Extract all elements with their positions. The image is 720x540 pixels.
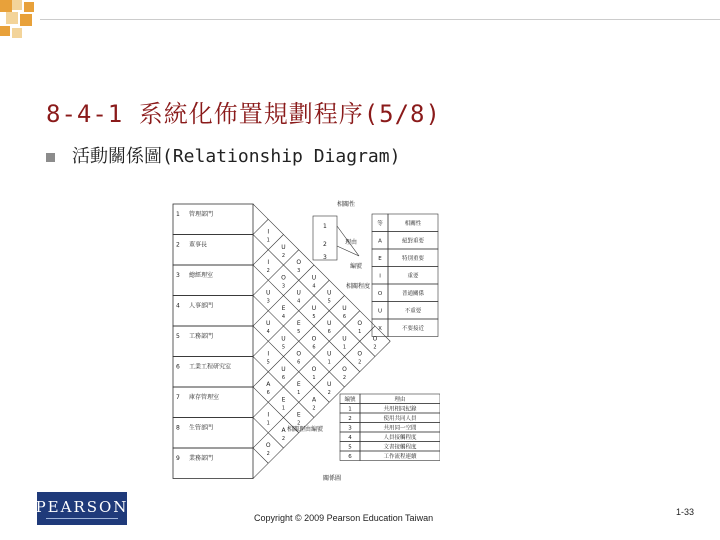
reason-code: 3 [266, 298, 270, 305]
reason-legend-code: 4 [348, 434, 352, 441]
relationship-code: I [267, 228, 270, 236]
reason-code: 1 [297, 390, 301, 396]
rating-legend-code: A [378, 238, 382, 245]
rating-legend-code: X [378, 325, 382, 332]
department-name: 管理部門 [189, 211, 214, 218]
rating-legend-desc: 特別重要 [401, 255, 425, 262]
relationship-code: I [267, 411, 270, 419]
rating-legend-code: U [377, 308, 383, 315]
relationship-code: O [265, 442, 271, 449]
reason-code: 6 [342, 313, 347, 320]
reason-legend-desc: 使用共同人員 [383, 415, 417, 422]
department-number: 7 [176, 394, 180, 401]
department-box [173, 296, 253, 327]
pearson-logo [37, 492, 127, 525]
reason-code: 3 [297, 268, 301, 274]
reason-code: 2 [266, 268, 270, 274]
relationship-code: O [311, 365, 317, 373]
department-number: 1 [176, 211, 180, 218]
department-name: 工務部門 [189, 333, 214, 340]
relationship-code: E [296, 381, 301, 388]
relationship-code: U [311, 274, 317, 282]
decorative-square [0, 26, 10, 36]
callout-reason-label: 理由 [345, 239, 358, 246]
relationship-code: U [266, 320, 271, 327]
relationship-code: O [296, 259, 302, 266]
department-name: 總經理室 [189, 272, 214, 279]
decorative-square [12, 0, 22, 10]
reason-legend-desc: 工作流程連續 [383, 453, 417, 460]
slide-title: 8-4-1 系統化佈置規劃程序(5/8) [46, 100, 441, 128]
reason-code: 6 [281, 374, 286, 381]
reason-legend-desc: 共用同一空間 [383, 425, 417, 432]
department-number: 8 [176, 424, 180, 432]
relationship-code: U [281, 243, 286, 251]
reason-code: 1 [327, 359, 331, 366]
reason-code: 2 [297, 420, 301, 427]
reason-code: 1 [281, 405, 286, 412]
department-box [173, 326, 253, 357]
callout-degree-label: 相關程度 [346, 283, 371, 290]
relationship-code: O [357, 320, 363, 327]
grid-line-up [253, 219, 268, 234]
reason-code: 2 [358, 359, 362, 366]
logo-rule [46, 518, 118, 519]
department-box [173, 387, 253, 418]
department-number: 5 [176, 333, 180, 340]
reason-code: 5 [327, 298, 331, 305]
department-name: 庫存管理室 [189, 394, 220, 401]
department-number: 3 [176, 272, 180, 279]
rating-legend-desc: 相關性 [404, 220, 422, 227]
relationship-code: E [281, 396, 286, 404]
rating-legend-code: E [378, 255, 382, 262]
header-rule [40, 19, 720, 20]
bullet-marker [46, 153, 55, 162]
relationship-diagram-svg [165, 194, 440, 482]
reason-code: 4 [312, 283, 316, 290]
reason-code: 6 [266, 390, 270, 396]
relationship-code: U [266, 289, 271, 297]
relationship-code: E [296, 320, 301, 327]
callout-sample-digit: 3 [323, 254, 327, 261]
relationship-diagram [165, 194, 440, 482]
reason-code: 5 [312, 313, 316, 320]
reason-legend-code: 2 [348, 415, 352, 422]
relationship-code: I [267, 350, 270, 358]
rating-legend-desc: 絕對重要 [401, 238, 425, 245]
rating-legend-desc: 不要接近 [401, 325, 425, 332]
reason-legend-code: 1 [348, 406, 352, 413]
department-number: 4 [176, 302, 180, 310]
reason-code: 3 [281, 283, 286, 290]
grid-line-up [253, 280, 332, 358]
grid-line-down [253, 204, 390, 341]
footer-copyright: Copyright © 2009 Pearson Education Taiwan [254, 513, 434, 523]
callout-sample-digit: 2 [323, 241, 327, 248]
reason-code: 4 [266, 329, 270, 335]
relationship-code: O [311, 335, 317, 343]
reason-code: 2 [373, 344, 377, 351]
reason-code: 6 [312, 344, 316, 351]
department-name: 董事長 [189, 241, 208, 249]
relationship-code: O [281, 274, 286, 282]
pearson-logo-text: PEARSON [35, 497, 129, 516]
reason-code: 1 [266, 237, 270, 244]
reason-code: 1 [358, 329, 362, 335]
reason-legend-code: 5 [348, 444, 352, 451]
reason-code: 2 [312, 405, 316, 412]
department-box [173, 265, 253, 296]
callout-bottom-label: 關係圖 [323, 475, 342, 482]
reason-code: 1 [342, 344, 347, 351]
department-name: 人事部門 [189, 302, 214, 310]
callout-code-label: 編號 [350, 263, 363, 270]
reason-legend-code: 6 [348, 453, 352, 460]
bullet-text: 活動關係圖(Relationship Diagram) [72, 146, 401, 167]
relationship-code: A [281, 426, 286, 434]
reason-code: 1 [312, 374, 316, 381]
reason-code: 6 [327, 329, 331, 335]
reason-code: 2 [342, 374, 347, 381]
relationship-code: O [342, 365, 347, 373]
relationship-code: O [296, 350, 302, 358]
relationship-code: U [327, 350, 332, 358]
rating-legend-code: I [379, 273, 381, 280]
relationship-code: U [296, 289, 301, 297]
decorative-square [12, 28, 22, 38]
relationship-code: A [266, 381, 271, 388]
relationship-code: U [327, 320, 332, 327]
rating-legend-desc: 普通關係 [401, 290, 425, 297]
reason-code: 2 [327, 390, 331, 396]
reason-code: 6 [297, 359, 301, 366]
reason-legend-desc: 理由 [394, 396, 406, 403]
department-name: 工業工程研究室 [189, 363, 232, 371]
department-box [173, 448, 253, 479]
callout-reason-code-label: 相關理由編號 [287, 426, 324, 433]
relationship-code: U [311, 304, 317, 312]
reason-code: 1 [266, 420, 270, 427]
decorative-square [24, 2, 34, 12]
callout-top-label: 相關性 [337, 201, 356, 208]
reason-legend-desc: 文書接觸程度 [383, 444, 417, 451]
rating-legend-desc: 重要 [407, 273, 419, 280]
reason-legend-code: 3 [348, 425, 352, 432]
reason-code: 5 [297, 329, 301, 335]
relationship-code: U [342, 304, 347, 312]
relationship-code: E [281, 304, 286, 312]
rating-legend-desc: 不重要 [404, 308, 422, 315]
decorative-square [20, 14, 32, 26]
department-box [173, 357, 253, 388]
department-number: 6 [176, 363, 180, 371]
relationship-code: E [296, 411, 301, 419]
reason-code: 5 [266, 359, 270, 366]
reason-code: 2 [266, 451, 270, 457]
department-box [173, 204, 253, 235]
reason-code: 2 [281, 435, 286, 442]
decorative-square [0, 0, 12, 12]
reason-code: 5 [281, 344, 286, 351]
reason-legend-desc: 人員接觸程度 [383, 434, 417, 441]
reason-legend-code: 編號 [344, 396, 356, 403]
department-name: 生管部門 [189, 424, 214, 432]
relationship-code: U [327, 289, 332, 297]
relationship-code: U [342, 335, 347, 343]
department-number: 2 [176, 241, 180, 249]
callout-sample-digit: 1 [323, 223, 327, 230]
relationship-code: O [357, 350, 363, 358]
relationship-code: O [372, 335, 378, 343]
reason-legend-desc: 共用相同紀錄 [383, 406, 417, 413]
relationship-code: I [267, 259, 270, 266]
grid-line-up [253, 341, 390, 478]
rating-legend-code: 等 [377, 220, 383, 227]
department-number: 9 [176, 455, 180, 462]
grid-line-down [253, 326, 332, 402]
relationship-code: U [327, 381, 332, 388]
reason-code: 2 [281, 252, 286, 259]
reason-code: 4 [281, 313, 286, 320]
department-box [173, 235, 253, 266]
decorative-square [6, 12, 18, 24]
department-box [173, 418, 253, 449]
relationship-code: A [311, 396, 317, 404]
rating-legend-code: O [377, 290, 383, 297]
department-name: 業務部門 [189, 455, 214, 462]
relationship-code: U [281, 365, 286, 373]
grid-line-up [253, 250, 302, 296]
relationship-code: U [281, 335, 286, 343]
reason-code: 4 [297, 298, 301, 305]
page-number: 1-33 [676, 507, 695, 517]
